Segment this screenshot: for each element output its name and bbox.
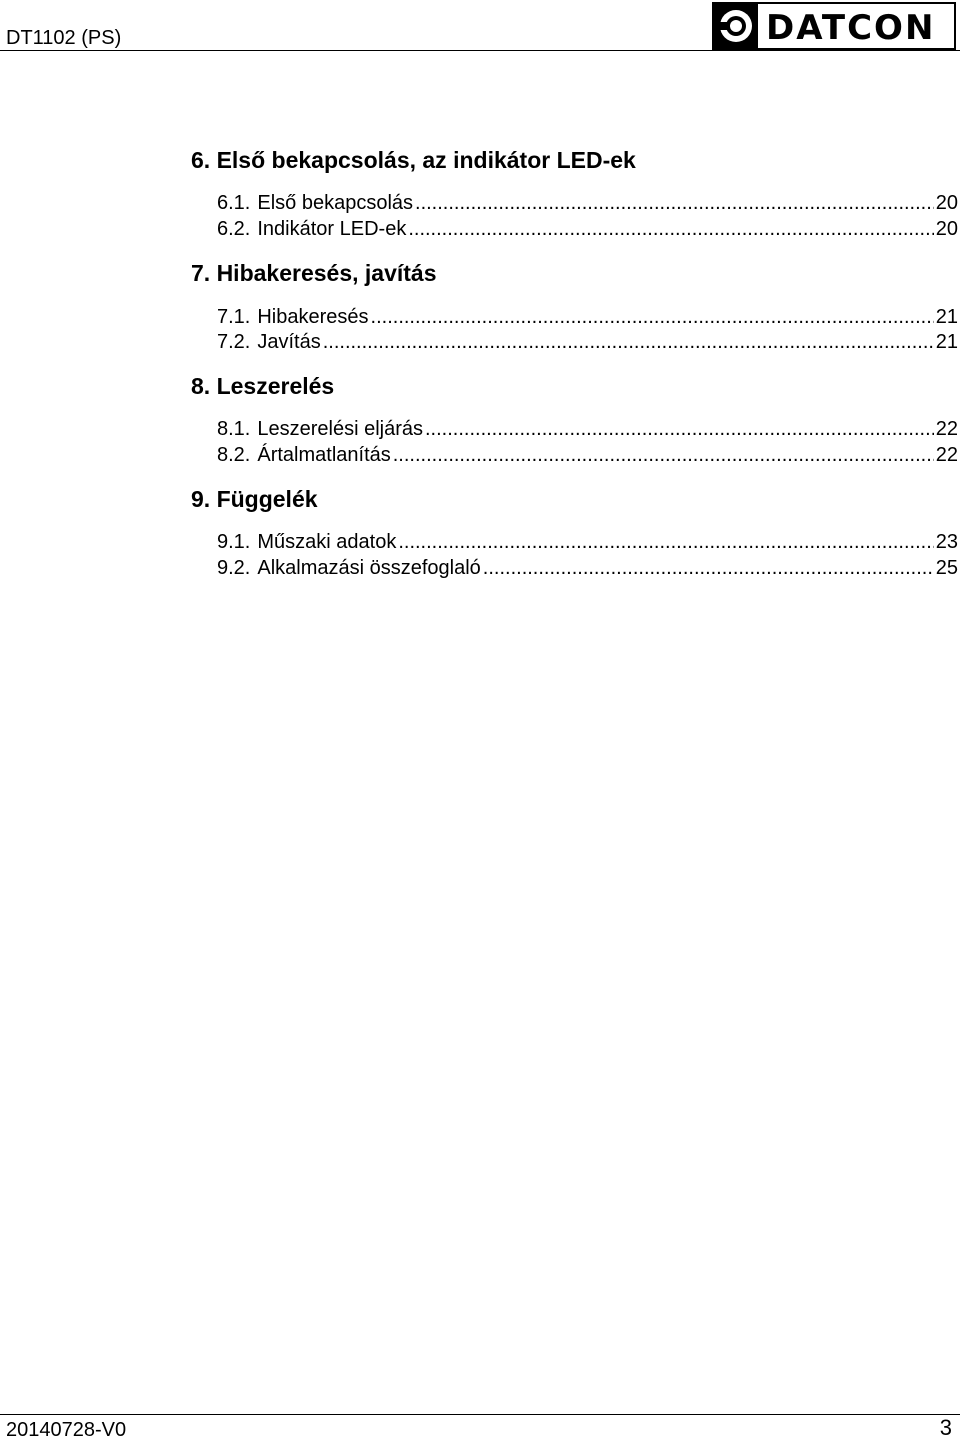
toc-section-title: 8. Leszerelés bbox=[191, 373, 335, 399]
toc-entry[interactable] bbox=[217, 416, 958, 442]
document-version: 20140728-V0 bbox=[6, 1419, 127, 1441]
toc-entry[interactable] bbox=[217, 529, 958, 555]
toc-leader-dots bbox=[483, 555, 934, 581]
header-rule bbox=[0, 50, 960, 51]
toc-entry[interactable] bbox=[217, 190, 958, 216]
page-header bbox=[0, 0, 960, 52]
toc-leader-dots bbox=[415, 190, 934, 216]
toc-entry-page: 20 bbox=[935, 192, 958, 214]
toc-entry-page: 20 bbox=[935, 218, 958, 240]
logo-text: DATCON bbox=[766, 8, 936, 48]
toc-entry-number: 6.2. bbox=[217, 218, 251, 240]
toc-entry-number: 6.1. bbox=[217, 192, 251, 214]
toc-leader-dots bbox=[393, 442, 934, 468]
footer-rule bbox=[0, 1414, 960, 1415]
toc-entry-label: Hibakeresés bbox=[257, 306, 369, 328]
toc-leader-dots bbox=[408, 216, 933, 242]
datcon-logo bbox=[712, 2, 956, 50]
toc-leader-dots bbox=[398, 529, 933, 555]
toc-entry-number: 8.1. bbox=[217, 418, 251, 440]
toc-entry-number: 9.1. bbox=[217, 531, 251, 553]
toc-entry-page: 22 bbox=[935, 444, 958, 466]
page-number: 3 bbox=[939, 1415, 952, 1440]
toc-entry[interactable] bbox=[217, 442, 958, 468]
toc-entry[interactable] bbox=[217, 304, 958, 330]
document-id: DT1102 (PS) bbox=[6, 27, 122, 49]
toc-leader-dots bbox=[323, 329, 934, 355]
toc-entry-number: 8.2. bbox=[217, 444, 251, 466]
toc-entry-label: Leszerelési eljárás bbox=[257, 418, 423, 440]
toc-leader-dots bbox=[425, 416, 934, 442]
toc-section-title: 6. Első bekapcsolás, az indikátor LED-ek bbox=[191, 147, 636, 173]
toc-entry-number: 7.1. bbox=[217, 306, 251, 328]
toc-section-title: 7. Hibakeresés, javítás bbox=[191, 260, 437, 286]
toc-entry-label: Javítás bbox=[257, 331, 321, 353]
toc-entry-label: Első bekapcsolás bbox=[257, 192, 414, 214]
toc-section-title: 9. Függelék bbox=[191, 486, 318, 512]
toc-entry[interactable] bbox=[217, 216, 958, 242]
toc-entry[interactable] bbox=[217, 329, 958, 355]
toc-entry-number: 7.2. bbox=[217, 331, 251, 353]
toc-entry-label: Indikátor LED-ek bbox=[257, 218, 407, 240]
toc-entry-label: Ártalmatlanítás bbox=[257, 444, 391, 466]
toc-entry-label: Műszaki adatok bbox=[257, 531, 397, 553]
toc-entry-label: Alkalmazási összefoglaló bbox=[257, 557, 481, 579]
toc-leader-dots bbox=[371, 304, 934, 330]
toc-entry-number: 9.2. bbox=[217, 557, 251, 579]
toc-entry-page: 25 bbox=[935, 557, 958, 579]
toc-entry[interactable] bbox=[217, 555, 958, 581]
toc-entry-page: 22 bbox=[935, 418, 958, 440]
toc-entry-page: 21 bbox=[935, 331, 958, 353]
toc-entry-page: 23 bbox=[935, 531, 958, 553]
toc-entry-page: 21 bbox=[935, 306, 958, 328]
